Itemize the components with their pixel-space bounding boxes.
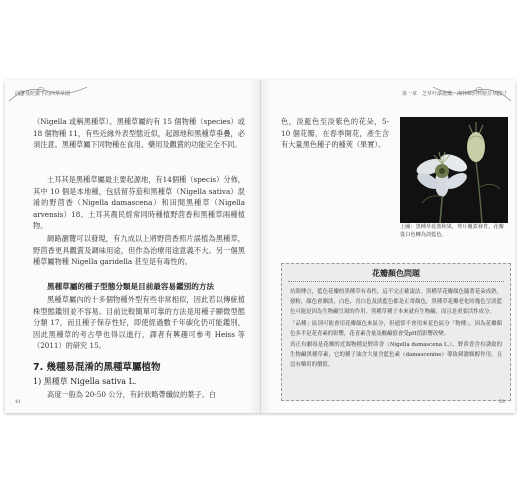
gutter-line [260,80,261,413]
left-paragraph-4: 黑種草屬內的十多個物種外型有些非常相似，因此若以傳統植株型態鑑別並不容易。目前比較簡單可靠的方法是用種子顯微型態分類 17，而且種子保存性好，即使經過數千年碳化仍可能鑑別，因此黑種草的考古學也得以進行，譯者有興趣可參考 Heiss 等（2011）的研究 15。 [33,295,245,351]
book-spread [5,80,515,413]
page-number-left: 41 [15,399,22,405]
left-paragraph-3: 網路瀏覽可以發現，有九成以上將野茴香照片誤植為黑種草，野茴香更具觀賞及調味用途，但作為治療用途意義不大。另一個黑種草屬物種 Nigella garidella 甚至是有毒性的。 [33,234,245,267]
sidebar-box [281,263,511,401]
left-paragraph-5: 高度一般為 20-50 公分，有針狀略帶纖紋的葉子。白 [47,390,217,399]
box-paragraph-3: 真正有劇毒是花瓣的近源物種是野茴香（Nigella damascena L.），野茴香含有誘致的生物鹼黑種草素，它的種子油含大量含藍色素（damascenine）導致刺激顆醇作用，且沒有藥用的價值。 [290,342,502,369]
box-title: 花瓣顏色問題 [372,269,420,278]
left-paragraph-1: （Nigella 或稱黑種草）。黑種草屬約有 15 個物種（species）或 18 個物種 11，有些近緣外表型態近似，起源地和黑種草垂疊，必須注意。黑種草屬下同物種在食用、藥用及觀賞的功能完全不同。 [33,117,245,150]
page-number-right: 38 [498,399,505,405]
nigella-flower-icon [400,117,508,223]
right-paragraph-top: 色，淡藍色至淡紫色的花朵，5-10 個花瓣，在春季開花，產生含有大量黑色種子的種莢（果實）。 [281,117,389,150]
box-paragraph-1: 坊間傳言，藍色花瓣的黑種草有毒性，這不完正確說法。黑種草花瓣顏色隨著花朵成熟，發粉，顏色會漸淡，白色、青白色及淡藍色都是正常顏色，黑種草花瓣老化時幾色呈淡藍色可能是因為生物鹼呈現的作用，黑種草種子本來就有生物鹼，而且是重要活性成分。 [290,289,502,316]
photo-caption: 上圖：黑種草花蕾和果，萼片覆蓋發育，花瓣從白色轉為淡藍色。 [400,224,504,238]
left-paragraph-2: 土耳其是黑種草屬最主要起源地，有14個種（specis）分佈，其中 10 個是本地種，包括留芬茄和黑種草（Nigella sativa）混淆的野茴香（Nigella damascena）和田間黑種草（Nigella arvensis）18。土耳其農民經常同時種植野茴香和黑種草兩種植物。 [33,175,245,231]
running-header-left: 向著曼陀羅下的西華草園 [15,91,71,97]
section-heading: 7. 幾種易混淆的黑種草屬植物 [33,362,161,373]
box-text [290,287,502,372]
nigella-flower-photo [400,117,508,223]
sub-heading: 1) 黑種草 Nigella sativa L. [33,377,137,386]
box-paragraph-2: 「品種」區別可能會用花瓣顏色來區分，但通常不會用來花色區分「物種」，因為花瓣顏色多半是花青素的影響，花青素含量及酸鹼值會受pH值影響改變。 [290,320,502,337]
running-header-right: 第一章．芝草叶瀑施藥，湘林鄉照料植芳草四寸 [401,91,507,97]
box-divider [288,281,504,282]
left-bold-heading: 黑種草屬的種子型態分類是目前最容易鑑別的方法 [47,282,215,291]
